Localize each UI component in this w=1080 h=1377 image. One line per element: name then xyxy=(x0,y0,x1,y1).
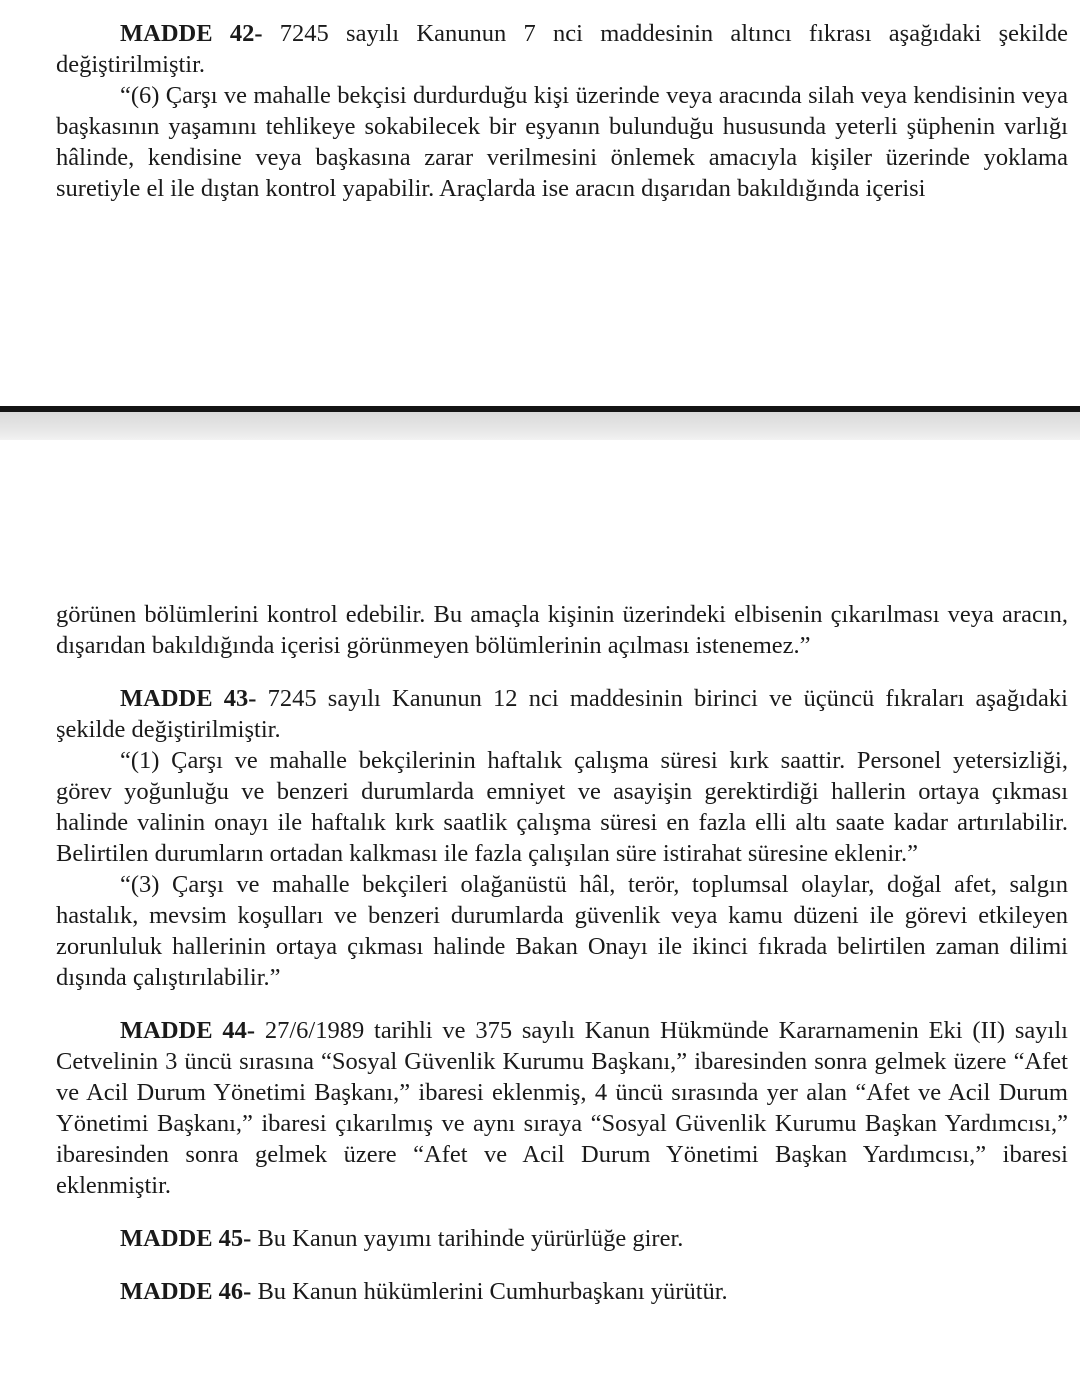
madde-42-intro xyxy=(56,18,1068,80)
page-bottom-text xyxy=(56,599,1068,1307)
madde-46-heading: MADDE 46- xyxy=(120,1278,252,1305)
page-separator-gap xyxy=(0,412,1080,440)
madde-42-intro-text: 7245 sayılı Kanunun 7 nci maddesinin altıncı fıkrası aşağıdaki şekilde değiştirilmiştir. xyxy=(56,20,1068,78)
madde-45-heading: MADDE 45- xyxy=(120,1225,252,1252)
madde-42-heading: MADDE 42- xyxy=(120,20,263,47)
madde-43-paragraph-3: “(3) Çarşı ve mahalle bekçileri olağanüstü hâl, terör, toplumsal olaylar, doğal afet, salgın hastalık, mevsim koşulları ve benzeri durumlarda güvenlik veya kamu düzeni ile görevi etkileyen zorunluluk hallerinin ortaya çıkması halinde Bakan Onayı ile ikinci fıkrada belirtilen zaman dilimi dışında çalıştırılabilir.” xyxy=(56,871,1068,991)
madde-46-text: Bu Kanun hükümlerini Cumhurbaşkanı yürütür. xyxy=(251,1278,728,1305)
madde-44-heading: MADDE 44- xyxy=(120,1017,256,1044)
madde-43-heading: MADDE 43- xyxy=(120,685,257,712)
madde-45 xyxy=(56,1223,1068,1254)
madde-42-continuation: görünen bölümlerini kontrol edebilir. Bu amaçla kişinin üzerindeki elbisenin çıkarılması veya aracın, dışarıdan bakıldığında içerisi görünmeyen bölümlerinin açılması istenemez.” xyxy=(56,601,1068,659)
madde-44 xyxy=(56,1015,1068,1201)
madde-42-paragraph-6: “(6) Çarşı ve mahalle bekçisi durdurduğu kişi üzerinde veya aracında silah veya kendisinin veya başkasının yaşamını tehlikeye sokabilecek bir eşyanın bulunduğu hususunda yeterli şüphenin varlığı hâlinde, kendisine veya başkasına zarar verilmesini önlemek amacıyla kişiler üzerinde yoklama suretiyle el ile dıştan kontrol yapabilir. Araçlarda ise aracın dışarıdan bakıldığında içerisi xyxy=(56,82,1068,202)
madde-43-intro-text: 7245 sayılı Kanunun 12 nci maddesinin birinci ve üçüncü fıkraları aşağıdaki şekilde değiştirilmiştir. xyxy=(56,685,1068,743)
madde-43-intro xyxy=(56,683,1068,745)
document-page-top xyxy=(0,0,1080,408)
madde-46 xyxy=(56,1276,1068,1307)
madde-45-text: Bu Kanun yayımı tarihinde yürürlüğe girer. xyxy=(251,1225,684,1252)
madde-43-paragraph-1: “(1) Çarşı ve mahalle bekçilerinin haftalık çalışma süresi kırk saattir. Personel yetersizliği, görev yoğunluğu ve benzeri durumlarda emniyet ve asayişin gerektirdiği hallerin ortaya çıkması halinde valinin onayı ile haftalık kırk saatlik çalışma süresi en fazla elli altı saate kadar artırılabilir. Belirtilen durumların ortadan kalkması ile fazla çalışılan süre istirahat süresine eklenir.” xyxy=(56,747,1068,867)
madde-44-text: 27/6/1989 tarihli ve 375 sayılı Kanun Hükmünde Kararnamenin Eki (II) sayılı Cetvelinin 3 üncü sırasına “Sosyal Güvenlik Kurumu Başkanı,” ibaresinden sonra gelmek üzere “Afet ve Acil Durum Yönetimi Başkanı,” ibaresi eklenmiş, 4 üncü sırasında yer alan “Afet ve Acil Durum Yönetimi Başkanı,” ibaresi çıkarılmış ve aynı sıraya “Sosyal Güvenlik Kurumu Başkan Yardımcısı,” ibaresinden sonra gelmek üzere “Afet ve Acil Durum Yönetimi Başkan Yardımcısı,” ibaresi eklenmiştir. xyxy=(56,1017,1068,1199)
page-top-text xyxy=(56,18,1068,204)
